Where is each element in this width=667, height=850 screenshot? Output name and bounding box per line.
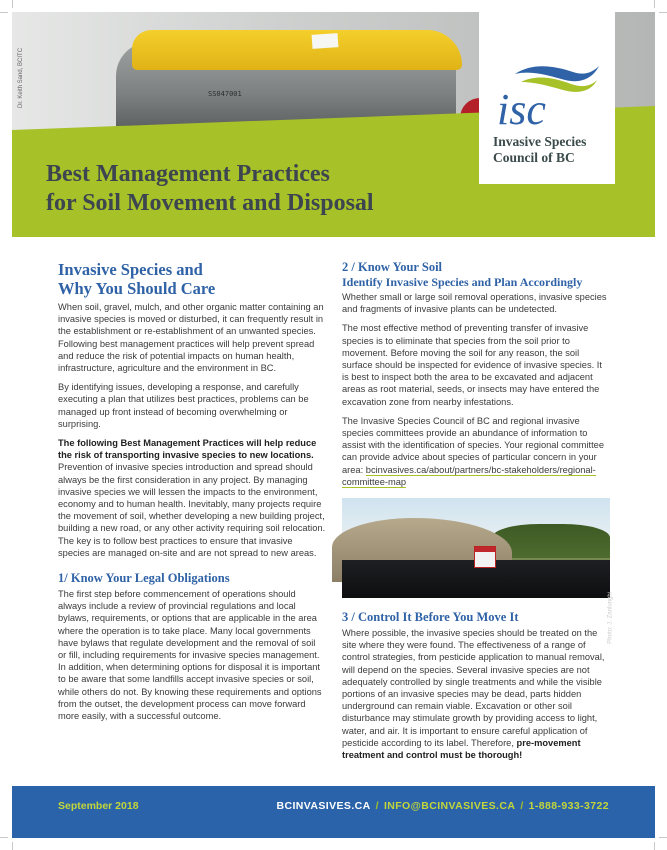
crop-mark (659, 12, 667, 13)
photo-tarp-label (312, 33, 339, 49)
paragraph (342, 415, 610, 488)
section-heading-control: 3 / Control It Before You Move It (342, 610, 519, 625)
paragraph: Whether small or large soil removal operations, invasive species and fragments of invasive plants can be undetected. (342, 292, 607, 315)
photo-credit: Dr. Keith Sand, BCITC (18, 47, 24, 108)
footer-bar (12, 786, 655, 838)
crop-mark (12, 0, 13, 8)
title-line: Best Management Practices (46, 161, 330, 187)
email-link[interactable]: INFO@BCINVASIVES.CA (383, 800, 516, 812)
crop-mark (654, 0, 655, 8)
crop-mark (0, 837, 8, 838)
section-heading-why-care (58, 260, 326, 298)
paragraph: By identifying issues, developing a response, and carefully executing a plan that utilizes best practices, problems can be managed up front instead of becoming overwhelming or surprising. (58, 382, 309, 429)
paragraph-text: Prevention of invasive species introduction and spread should always be the first consideration in any project. By managing invasive species we will lessen the impacts to the environment, economy and to human health. Inevitably, many projects require the movement of soil, whether developing a new building project, building a new road, or any other activity requiring soil relocation. The key is to follow best practices to ensure that invasive species are managed on-site and are not spread to new areas. (58, 462, 326, 558)
bold-lead: The following Best Management Practices will help reduce the risk of transporting invasive species to new locations. (58, 438, 317, 461)
photo-tarp (132, 30, 462, 70)
page-title (46, 160, 374, 218)
crop-mark (0, 12, 8, 13)
right-column (342, 260, 614, 768)
paragraph (342, 627, 610, 761)
paragraph: When soil, gravel, mulch, and other organic matter containing an invasive species is moved or disturbed, it can frequently result in the establishment or re-establishment of an unwanted species. Following best management practices will help prevent spread and reduce the risk of potential impacts on human health, infrastructure, agriculture and the environment in BC. (58, 302, 324, 374)
paragraph-text: The Invasive Species Council of BC and regional invasive species committees provide an abundance of information to assist with the identification of species. Your regional committee can provide advice about species of particular concern in your area: (342, 415, 605, 475)
isc-logo-text (493, 134, 586, 166)
section-subheading (342, 275, 610, 289)
paragraph-text: Where possible, the invasive species should be treated on the site where they were found. The effectiveness of a range of control strategies, from pesticide application to manual removal, will depend on the species. Several invasive species are not adequately controlled by single treatments and while the visible portions of an invasive species may be dead, parts hidden underground can remain viable. Excavation or other soil disturbance may stimulate growth by providing access to light, water, and air. It is important to ensure careful application of pesticide according to its label. Therefore, (342, 628, 605, 748)
svg-text:isc: isc (497, 85, 546, 134)
footer-contacts (277, 800, 609, 812)
heading-line: Why You Should Care (58, 279, 216, 298)
title-line: for Soil Movement and Disposal (46, 190, 374, 216)
separator: / (520, 800, 524, 812)
photo-tank-id: SS047001 (208, 90, 242, 98)
regional-committee-link[interactable]: bcinvasives.ca/about/partners/bc-stakeholders/regional-committee-map (342, 464, 596, 487)
crop-mark (659, 837, 667, 838)
isc-logo-icon (493, 60, 603, 134)
website-link[interactable]: BCINVASIVES.CA (276, 800, 371, 812)
isc-logo (479, 12, 615, 184)
publication-date: September 2018 (58, 800, 139, 812)
phone-number[interactable]: 1-888-933-3722 (528, 800, 609, 812)
section-heading-know-soil: 2 / Know Your Soil (342, 260, 443, 274)
paragraph: The first step before commencement of operations should always include a review of provincial regulations and local bylaws, requirements, or options that are applicable in the area where the operation is to take place. Many local governments have bylaws that regulate development and the removal of soil or fill, including requirements for invasive species management. In addition, when determining options for disposal it is important to be aware that some landfills accept invasive species or soil, while others do not. By knowing these requirements and options from the outset, the development process can move forward more easily, with a successful outcome. (58, 589, 322, 722)
paragraph: The most effective method of preventing transfer of invasive species is to eliminate that species from the soil prior to movement. Before moving the soil for any reason, the soil surface should be inspected for evidence of invasive species. It is best to inspect both the area to be excavated and adjacent areas as root material, seeds, or insects may have entered the excavation zone from nearby infestations. (342, 323, 602, 407)
logo-name-line: Invasive Species (493, 134, 587, 149)
paragraph (58, 437, 326, 559)
photo-warning-sign (474, 546, 496, 568)
subheading-line: Identify Invasive Species and Plan Accordingly (342, 275, 583, 289)
photo-credit: Photo: J. Zanlunghi (608, 592, 614, 644)
heading-line: Invasive Species and (58, 260, 203, 279)
section-heading-legal: 1/ Know Your Legal Obligations (58, 571, 230, 586)
left-column (58, 260, 326, 729)
separator: / (375, 800, 379, 812)
crop-mark (12, 842, 13, 850)
bold-emphasis: pre-movement treatment and control must be thorough! (342, 737, 581, 761)
crop-mark (654, 842, 655, 850)
logo-name-line: Council of BC (493, 150, 575, 165)
